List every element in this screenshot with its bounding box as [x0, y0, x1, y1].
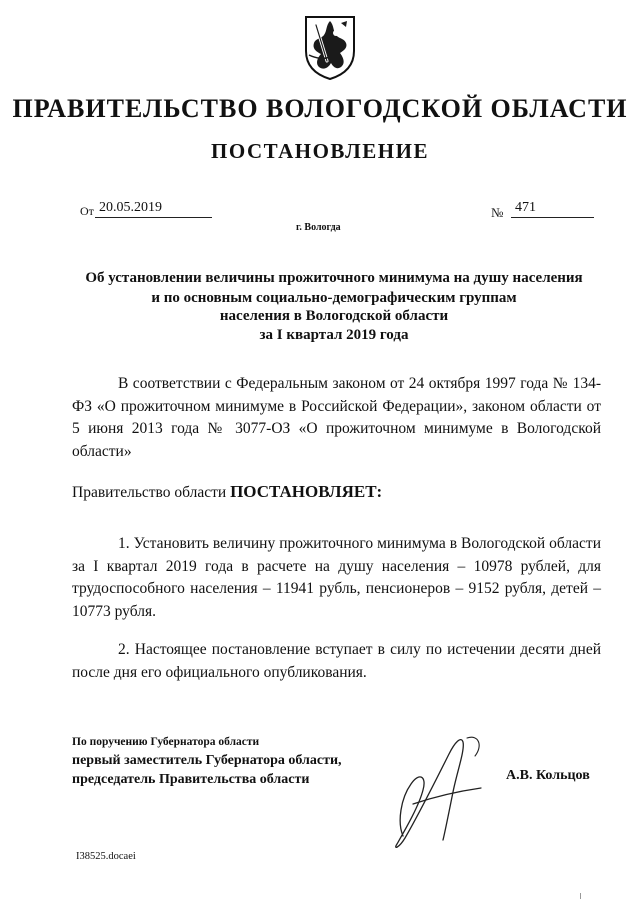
subject-line-3: населения в Вологодской области [219, 308, 449, 324]
date-field [80, 200, 162, 219]
signatory-line-1: По поручению Губернатора области [72, 736, 260, 748]
preamble-paragraph: В соответствии с Федеральным законом от 24 октября 1997 года № 134-ФЗ «О прожиточном минимуме в Российской Федерации», законом области от 5 июня 2013 года № 3077-ОЗ «О прожиточном минимуме в Вологодской области» [72, 375, 601, 460]
number-value: 471 [511, 200, 594, 218]
item-1-paragraph: 1. Установить величину прожиточного минимума в Вологодской области за I квартал 2019 года в расчете на душу населения – 10978 рублей, для трудоспособного населения – 11941 рубль, пенсионеров – 9152 рубля, детей – 10773 рубля. [72, 535, 601, 620]
handwritten-signature-icon [383, 732, 491, 852]
signatory-line-3: председатель Правительства области [72, 772, 310, 787]
coat-of-arms-icon [303, 15, 357, 81]
margin-mark [580, 893, 581, 899]
organization-title: ПРАВИТЕЛЬСТВО ВОЛОГОДСКОЙ ОБЛАСТИ [12, 94, 628, 123]
decree-prefix: Правительство области [72, 484, 227, 501]
decree-word: ПОСТАНОВЛЯЕТ: [230, 482, 383, 501]
document-type: ПОСТАНОВЛЕНИЕ [211, 139, 429, 163]
number-field [491, 200, 536, 221]
item-2-paragraph: 2. Настоящее постановление вступает в силу по истечении десяти дней после дня его официального опубликования. [72, 641, 601, 681]
city-label: г. Вологда [296, 222, 341, 233]
date-value: 20.05.2019 [95, 200, 212, 218]
subject-line-4: за I квартал 2019 года [259, 327, 409, 343]
subject-line-2: и по основным социально-демографическим группам [151, 290, 517, 306]
signer-name: А.В. Кольцов [506, 768, 590, 783]
signatory-block [72, 734, 342, 789]
date-prefix: От [80, 204, 94, 218]
subject-line-1: Об установлении величины прожиточного минимума на душу населения [85, 270, 583, 286]
file-code: I38525.docaei [76, 851, 136, 862]
signatory-line-2: первый заместитель Губернатора области, [72, 753, 342, 768]
number-prefix: № [491, 205, 504, 220]
decree-line [72, 481, 601, 505]
